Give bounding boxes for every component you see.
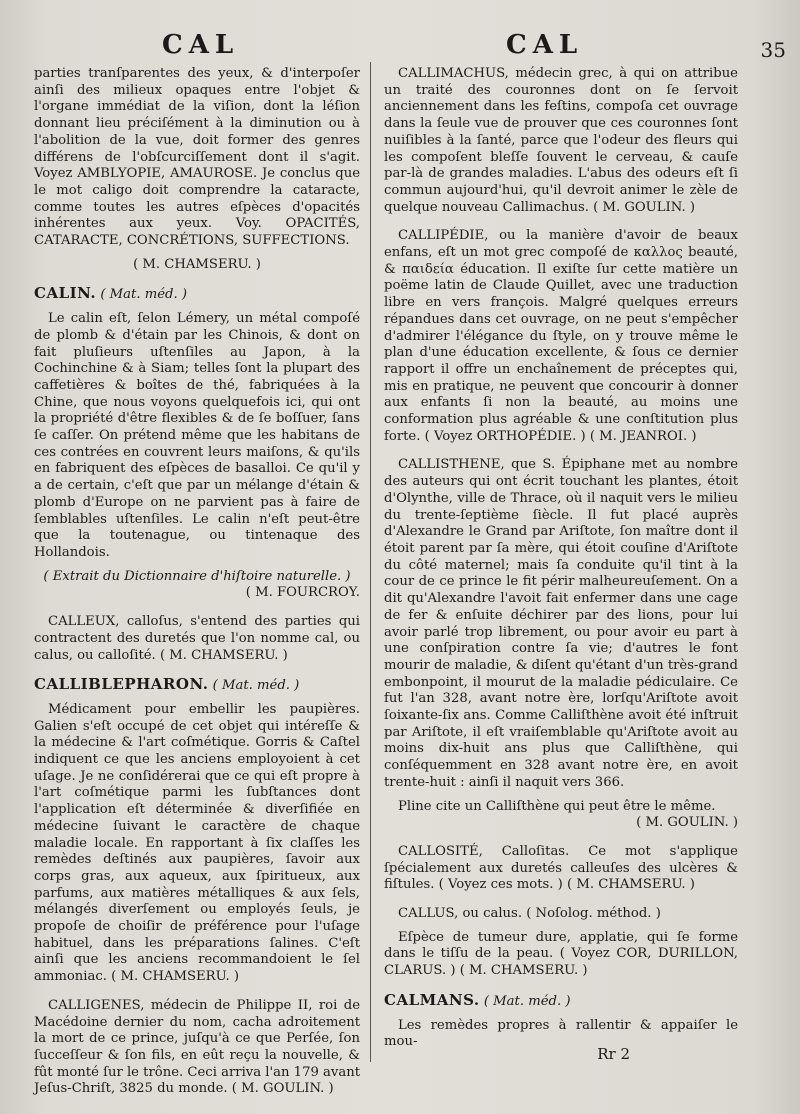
calin-headword: CALIN.	[34, 284, 97, 303]
calmans-tag: ( Mat. méd. )	[483, 993, 571, 1009]
callosite-entry: CALLOSITÉ, Calloſitas. Ce mot s'applique ſpécialement aux duretés calleuſes des ulcères & fiſtules. ( Voyez ces mots. ) ( M. CHAMSERU. )	[384, 843, 738, 893]
calligenes-entry: CALLIGENES, médecin de Philippe II, roi de Macédoine dernier du nom, cacha adroitement la mort de ce prince, juſqu'à ce que Perſée, ſon ſucceſſeur & ſon fils, en eût reçu la nouvelle, & fût monté ſur le trône. Ceci arriva l'an 179 avant Jeſus-Chriſt, 3825 du monde. ( M. GOULIN. )	[34, 997, 361, 1097]
intro-paragraph: parties tranſparentes des yeux, & d'interpoſer ainſi des milieux opaques entre l'objet & l'organe immédiat de la viſion, dont la léſion donnant lieu préciſément à la diminution ou à l'abolition de la vue, doit former des genres différens de l'obſcurciſſement dont il s'agit. Voyez AMBLYOPIE, AMAUROSE. Je conclus que le mot caligo doit comprendre la cataracte, comme toutes les autres eſpèces d'opacités inhérentes aux yeux. Voy. OPACITÉS, CATARACTE, CONCRÉTIONS, SUFFECTIONS.	[34, 66, 360, 249]
calliblepharon-entry-head	[34, 676, 360, 695]
calin-entry-head	[34, 285, 360, 304]
header-right-title: CAL	[506, 30, 584, 60]
left-column	[34, 66, 360, 1098]
calliblepharon-paragraph: Médicament pour embellir les paupières. Galien s'eſt occupé de cet objet qui intéreſſe & la médecine & l'art coſmétique. Gorris & Caſtel indiquent ce que les anciens employoient à cet uſage. Je ne conſidérerai que ce qui eſt propre à l'art coſmétique parmi les ſubſtances dont l'application eſt déterminée & diverſifiée en médecine ſuivant le caractère de chaque maladie locale. En rapportant à ſix claſſes les remèdes deſtinés aux paupières, ſavoir aux corps gras, aux aqueux, aux ſpiritueux, aux parfums, aux matières métalliques & aux ſels, mélangés diverſement ou employés ſeuls, je propoſe de choiſir de préférence pour l'uſage habituel, dans les préparations ſalines. C'eſt ainſi que les anciens recommandoient le ſel ammoniac. ( M. CHAMSERU. )	[34, 701, 360, 985]
callus-entry: CALLUS, ou calus. ( Noſolog. méthod. )	[398, 906, 661, 922]
callus-definition: Eſpèce de tumeur dure, applatie, qui ſe forme dans le tiſſu de la peau. ( Voyez COR, DURILLON, CLARUS. ) ( M. CHAMSERU. )	[384, 929, 738, 979]
column-divider	[370, 62, 371, 1062]
running-header	[0, 30, 800, 60]
right-column	[384, 66, 738, 1051]
callisthene-entry: CALLISTHENE, que S. Épiphane met au nombre des auteurs qui ont écrit touchant les plantes, étoit d'Olynthe, ville de Thrace, où il naquit vers le milieu du trente-ſeptième ſiècle. Il fut placé auprès d'Alexandre le Grand par Ariſtote, ſon maître dont il étoit parent par ſa mère, qui étoit couſine d'Ariſtote du côté maternel; mais ſa conduite qu'il tint à la cour de ce prince le fit périr malheureuſement. On a dit qu'Alexandre l'avoit fait enfermer dans une cage de fer & enſuite déchirer par des lions, pour lui avoir parlé trop librement, ou pour avoir eu part à une conſpiration contre ſa vie; d'autres le font mourir de maladie, & diſent qu'étant d'un très-grand embonpoint, il mourut de la maladie pédiculaire. Ce fut l'an 328, avant notre ère, lorſqu'Ariſtote avoit ſoixante-ſix ans. Comme Calliſthène avoit été inſtruit par Ariſtote, il eſt vraiſemblable qu'Ariſtote avoit au moins dix-huit ans plus que Calliſthène, qui conſéquemment en 328 avant notre ère, en avoit trente-huit : ainſi il naquit vers 366.	[384, 457, 738, 790]
intro-signature: ( M. CHAMSERU. )	[133, 256, 261, 272]
signature-mark: Rr 2	[597, 1045, 630, 1063]
calleux-entry: CALLEUX, calloſus, s'entend des parties qui contractent des duretés que l'on nomme cal, ou calus, ou calloſité. ( M. CHAMSERU. )	[34, 614, 360, 663]
calin-tag: ( Mat. méd. )	[100, 287, 187, 303]
callipedie-entry: CALLIPÉDIE, ou la manière d'avoir de beaux enfans, eſt un mot grec compoſé de καλλος beauté, & παιδεία éducation. Il exiſte ſur cette matière un poëme latin de Claude Quillet, avec une traduction libre en vers françois. Malgré quelques erreurs répandues dans cet ouvrage, on ne peut s'empêcher d'admirer l'élégance du ſtyle, on y trouve même le plan d'une éducation excellente, & ſous ce dernier rapport il offre un enchaînement de préceptes qui, mis en pratique, ne peuvent que concourir à donner aux enfants ſi non la beauté, au moins une conformation plus agréable & une conſtitution plus forte. ( Voyez ORTHOPÉDIE. ) ( M. JEANROI. )	[384, 228, 738, 444]
callimachus-entry: CALLIMACHUS, médecin grec, à qui on attribue un traité des couronnes dont on ſe ſervoit anciennement dans les feſtins, compoſa cet ouvrage dans la ſeule vue de prouver que ces couronnes ſont nuiſibles à la ſanté, parce que l'odeur des fleurs qui les compoſent bleſſe ſouvent le cerveau, & cauſe par-là de grandes maladies. L'abus des odeurs eſt ſi commun aujourd'hui, qu'il devroit animer le zèle de quelque nouveau Callimachus. ( M. GOULIN. )	[384, 66, 738, 215]
page-number: 35	[760, 38, 786, 62]
calmans-entry-head	[384, 992, 738, 1011]
calin-paragraph: Le calin eſt, ſelon Lémery, un métal compoſé de plomb & d'étain par les Chinois, & dont on fait pluſieurs uſtenſiles au Japon, à la Cochinchine & à Siam; telles ſont la plupart des caffetières & boîtes de thé, fabriquées à la Chine, que nous voyons quelquefois ici, qui ont la propriété d'être flexibles & de ſe boſſuer, ſans ſe caſſer. On prétend même que les habitans de ces contrées en couvrent leurs maiſons, & qu'ils en fabriquent des eſpèces de basalloi. Ce qu'il y a de certain, c'eſt que par un mélange d'étain & plomb d'Europe on ne parvient pas à faire de ſemblables uſtenſiles. Le calin n'eſt peut-être que la toutenague, ou tintenaque des Hollandois.	[34, 311, 360, 560]
pline-paragraph: Pline cite un Calliſthène qui peut être le même.	[398, 798, 716, 814]
calin-source: ( Extrait du Dictionnaire d'hiſtoire naturelle. )	[43, 568, 351, 584]
calliblepharon-headword: CALLIBLEPHARON.	[34, 675, 209, 694]
calmans-headword: CALMANS.	[384, 990, 480, 1009]
calmans-paragraph: Les remèdes propres à rallentir & appaiſer le mou-	[384, 1017, 738, 1050]
calin-signature: ( M. FOURCROY.	[245, 585, 360, 601]
pline-signature: ( M. GOULIN. )	[636, 815, 738, 831]
header-left-title: CAL	[162, 30, 240, 60]
calliblepharon-tag: ( Mat. méd. )	[212, 678, 300, 694]
